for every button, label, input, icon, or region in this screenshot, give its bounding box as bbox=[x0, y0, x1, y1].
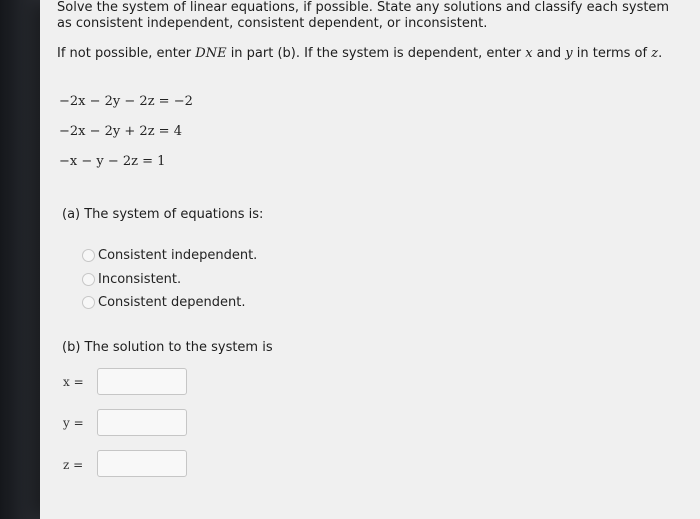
instruction-text: If not possible, enter DNE in part (b). If the system is dependent, enter x and y in terms of z. bbox=[57, 46, 663, 61]
option-label: Consistent independent. bbox=[98, 248, 258, 263]
option-inconsistent[interactable] bbox=[82, 272, 181, 287]
problem-statement: Solve the system of linear equations, if possible. State any solutions and classify each system as consistent independent, consistent dependent, or inconsistent. bbox=[57, 0, 670, 31]
y-label: y = bbox=[63, 416, 84, 430]
equation-1: −2x − 2y − 2z = −2 bbox=[59, 94, 193, 109]
z-answer-input[interactable] bbox=[97, 450, 187, 477]
y-answer-input[interactable] bbox=[97, 409, 187, 436]
radio-button[interactable] bbox=[82, 249, 95, 262]
option-consistent-independent[interactable] bbox=[82, 248, 257, 263]
equation-3: −x − y − 2z = 1 bbox=[59, 154, 166, 169]
option-label: Inconsistent. bbox=[98, 272, 182, 287]
radio-button[interactable] bbox=[82, 273, 95, 286]
part-b-label: (b) The solution to the system is bbox=[62, 340, 273, 355]
x-answer-input[interactable] bbox=[97, 368, 187, 395]
z-label: z = bbox=[63, 458, 84, 472]
part-a-label: (a) The system of equations is: bbox=[62, 207, 264, 222]
background-left bbox=[0, 0, 40, 519]
question-panel bbox=[40, 0, 700, 519]
equation-2: −2x − 2y + 2z = 4 bbox=[59, 124, 182, 139]
option-label: Consistent dependent. bbox=[98, 295, 246, 310]
option-consistent-dependent[interactable] bbox=[82, 295, 245, 310]
radio-button[interactable] bbox=[82, 296, 95, 309]
x-label: x = bbox=[63, 375, 84, 389]
